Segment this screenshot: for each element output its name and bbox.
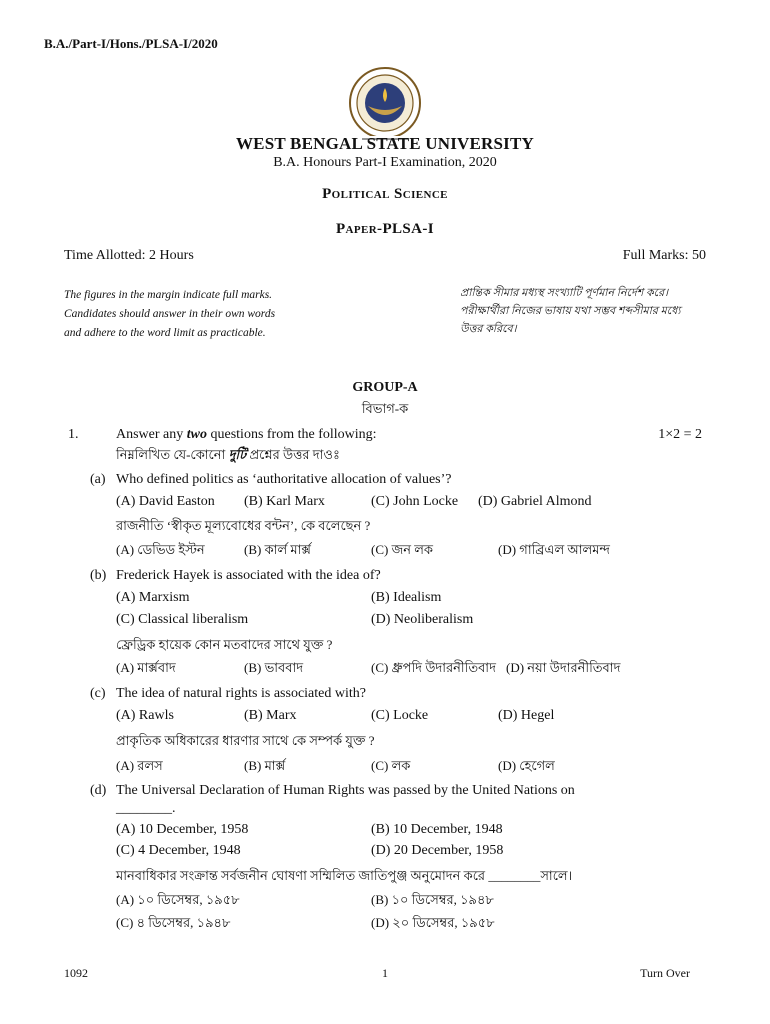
instructions-bengali <box>460 284 720 338</box>
question-number: 1. <box>68 427 79 442</box>
question-prompt: Answer any two questions from the following: <box>116 427 377 442</box>
option: (C) John Locke <box>371 494 459 509</box>
option-bn: (D) গাব্রিএল আলমন্দ <box>498 542 610 557</box>
instruction-line: Candidates should answer in their own words <box>64 308 276 320</box>
option: (A) Marxism <box>116 590 190 605</box>
instruction-line-bn: প্রান্তিক সীমার মধ্যস্থ সংখ্যাটি পূর্ণমান নির্দেশ করে। <box>460 287 669 299</box>
university-logo-icon <box>346 66 424 144</box>
option: (B) 10 December, 1948 <box>371 822 503 837</box>
option-bn: (C) জন লক <box>371 542 434 557</box>
subquestion-text-bn: রাজনীতি ‘স্বীকৃত মূল্যবোধের বন্টন’, কে বলেছেন ? <box>116 518 371 533</box>
option: (C) Classical liberalism <box>116 612 249 627</box>
option-bn: (D) ২০ ডিসেম্বর, ১৯৫৮ <box>371 915 495 930</box>
option-bn: (C) ধ্রুপদি উদারনীতিবাদ <box>371 660 496 675</box>
turn-over-label: Turn Over <box>640 966 690 980</box>
option: (A) Rawls <box>116 708 174 723</box>
option: (A) David Easton <box>116 494 215 509</box>
exam-title: B.A. Honours Part-I Examination, 2020 <box>273 155 497 170</box>
instructions-english <box>64 286 324 343</box>
paper-code: B.A./Part-I/Hons./PLSA-I/2020 <box>44 36 218 51</box>
option-bn: (D) হেগেল <box>498 758 555 773</box>
option-bn: (A) রলস <box>116 758 163 773</box>
option: (D) 20 December, 1958 <box>371 843 504 858</box>
option: (C) 4 December, 1948 <box>116 843 241 858</box>
subquestion-text: The Universal Declaration of Human Rights was passed by the United Nations on <box>116 783 575 798</box>
group-title-bn: বিভাগ-ক <box>361 401 409 416</box>
paper-title: Paper-PLSA-I <box>335 221 435 237</box>
time-allotted: Time Allotted: 2 Hours <box>64 248 194 263</box>
option: (A) 10 December, 1958 <box>116 822 249 837</box>
option: (B) Karl Marx <box>244 494 325 509</box>
instruction-line: The figures in the margin indicate full marks. <box>64 289 273 301</box>
option-bn: (B) মার্ক্স <box>244 758 286 773</box>
subquestion-label: (c) <box>90 686 106 701</box>
subquestion-text-bn: মানবাধিকার সংক্রান্ত সর্বজনীন ঘোষণা সম্মিলিত জাতিপুঞ্জ অনুমোদন করে ________সালে। <box>116 868 573 883</box>
option: (B) Idealism <box>371 590 442 605</box>
subquestion-label: (d) <box>90 783 107 798</box>
subquestion-text-bn: ফ্রেড্রিক হায়েক কোন মতবাদের সাথে যুক্ত ? <box>116 637 333 652</box>
option: (D) Hegel <box>498 708 555 723</box>
option-bn: (B) কার্ল মার্ক্স <box>244 542 311 557</box>
subquestion-text: Frederick Hayek is associated with the idea of? <box>116 568 381 583</box>
option: (C) Locke <box>371 708 429 723</box>
option-bn: (D) নয়া উদারনীতিবাদ <box>506 660 621 675</box>
subquestion-text-bn: প্রাকৃতিক অধিকারের ধারণার সাথে কে সম্পর্ক যুক্ত ? <box>116 733 375 748</box>
option: (B) Marx <box>244 708 297 723</box>
option: (D) Gabriel Almond <box>478 494 592 509</box>
instruction-line: and adhere to the word limit as practicable. <box>64 327 266 339</box>
instruction-line-bn: উত্তর করিবে। <box>460 323 517 335</box>
full-marks: Full Marks: 50 <box>622 248 706 263</box>
question-marks: 1×2 = 2 <box>658 427 702 442</box>
option-bn: (A) মার্ক্সবাদ <box>116 660 176 675</box>
page-number: 1 <box>382 966 388 980</box>
footer-code: 1092 <box>64 966 88 980</box>
answer-blank: ________. <box>116 801 176 816</box>
subquestion-text: Who defined politics as ‘authoritative allocation of values’? <box>116 472 452 487</box>
option-bn: (C) লক <box>371 758 411 773</box>
subject-title: Political Science <box>322 186 448 202</box>
option-bn: (B) ১০ ডিসেম্বর, ১৯৪৮ <box>371 892 494 907</box>
university-name: WEST BENGAL STATE UNIVERSITY <box>235 134 534 153</box>
option-bn: (C) ৪ ডিসেম্বর, ১৯৪৮ <box>116 915 231 930</box>
instruction-line-bn: পরীক্ষার্থীরা নিজের ভাষায় যথা সম্ভব শব্দসীমার মধ্যে <box>460 305 681 317</box>
group-title: GROUP-A <box>352 380 418 395</box>
subquestion-label: (a) <box>90 472 106 487</box>
question-prompt-bn: নিম্নলিখিত যে-কোনো দুটি প্রশ্নের উত্তর দাওঃ <box>116 447 340 462</box>
option-bn: (A) ডেভিড ইস্টন <box>116 542 205 557</box>
option-bn: (A) ১০ ডিসেম্বর, ১৯৫৮ <box>116 892 240 907</box>
option-bn: (B) ভাববাদ <box>244 660 304 675</box>
option: (D) Neoliberalism <box>371 612 474 627</box>
subquestion-text: The idea of natural rights is associated with? <box>116 686 366 701</box>
subquestion-label: (b) <box>90 568 107 583</box>
